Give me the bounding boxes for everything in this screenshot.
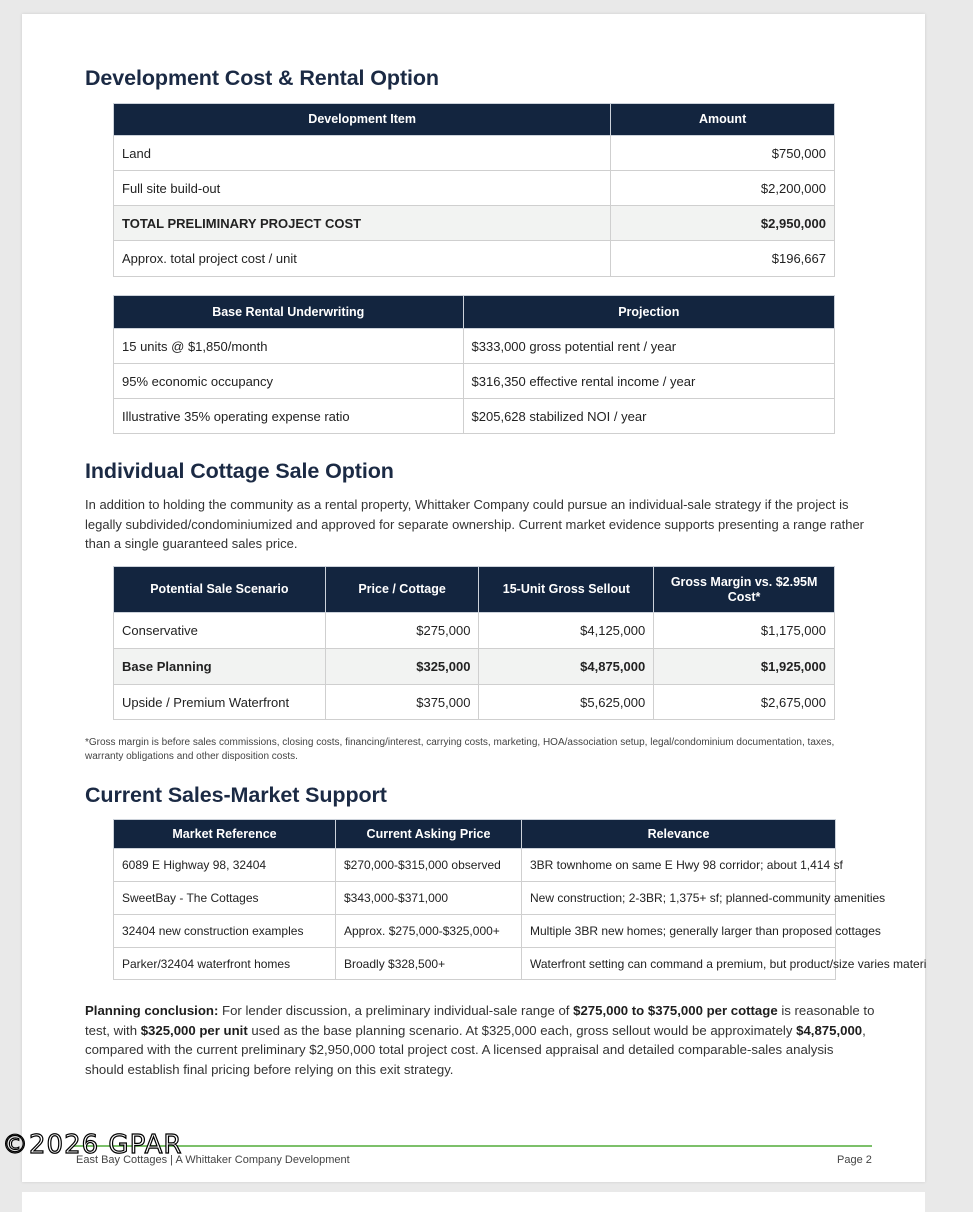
development-cost-table — [113, 103, 835, 277]
conclusion-text: used as the base planning scenario. At $325,000 each, gross sellout would be approximately — [247, 1022, 797, 1038]
table-header-row — [114, 104, 835, 136]
table-header-row — [114, 567, 835, 613]
column-header: Amount — [611, 104, 835, 136]
item-cell: TOTAL PRELIMINARY PROJECT COST — [114, 206, 611, 241]
table-row — [114, 329, 835, 364]
price-cell: $375,000 — [325, 685, 479, 720]
relevance-cell: Multiple 3BR new homes; generally larger than proposed cottages — [522, 915, 836, 948]
projection-cell: $205,628 stabilized NOI / year — [463, 399, 834, 434]
sale-scenario-table — [113, 566, 835, 720]
footer-page-number: Page 2 — [837, 1154, 872, 1166]
amount-cell: $2,200,000 — [611, 171, 835, 206]
development-cost-heading: Development Cost & Rental Option — [85, 66, 439, 90]
projection-cell: $333,000 gross potential rent / year — [463, 329, 834, 364]
table-row — [114, 136, 835, 171]
column-header: Market Reference — [114, 820, 336, 849]
reference-cell: 32404 new construction examples — [114, 915, 336, 948]
asking-price-cell: Broadly $328,500+ — [336, 948, 522, 980]
footer-divider — [74, 1145, 872, 1147]
copyright-watermark: ©2026 GPAR — [2, 1130, 183, 1160]
assumption-cell: 15 units @ $1,850/month — [114, 329, 464, 364]
conclusion-sellout: $4,875,000 — [796, 1022, 863, 1038]
item-cell: Approx. total project cost / unit — [114, 241, 611, 277]
sellout-cell: $5,625,000 — [479, 685, 654, 720]
column-header: Development Item — [114, 104, 611, 136]
market-reference-table — [113, 819, 927, 980]
column-header: Projection — [463, 296, 834, 329]
scenario-cell: Upside / Premium Waterfront — [114, 685, 326, 720]
asking-price-cell: Approx. $275,000-$325,000+ — [336, 915, 522, 948]
conclusion-text: , compared with the current preliminary $2,950,000 total project cost. A licensed appraisal and detailed comparable-sales analysis should establish final pricing before relying on this exit strategy. — [85, 1022, 866, 1078]
planning-conclusion — [85, 1001, 875, 1080]
relevance-cell: Waterfront setting can command a premium, but product/size varies materi — [522, 948, 836, 980]
table-row — [114, 399, 835, 434]
next-page-edge — [22, 1192, 925, 1212]
projection-cell: $316,350 effective rental income / year — [463, 364, 834, 399]
amount-cell: $2,950,000 — [611, 206, 835, 241]
column-header: Price / Cottage — [325, 567, 479, 613]
margin-cell: $2,675,000 — [654, 685, 835, 720]
conclusion-range: $275,000 to $375,000 per cottage — [573, 1003, 778, 1018]
table-row — [114, 613, 835, 649]
cottage-sale-intro: In addition to holding the community as a rental property, Whittaker Company could pursue an individual-sale strategy if the project is legally subdivided/condominiumized and approved for separate ownership. Current market evidence supports presenting a range rather than a single guaranteed sales price. — [85, 497, 865, 551]
conclusion-text: is reasonable to test, with — [85, 1003, 875, 1038]
conclusion-text: For lender discussion, a preliminary individual-sale range of — [218, 1003, 574, 1018]
column-header: Gross Margin vs. $2.95M Cost* — [654, 567, 835, 613]
table-row — [114, 171, 835, 206]
margin-cell: $1,175,000 — [654, 613, 835, 649]
document-page — [22, 14, 925, 1182]
market-support-heading: Current Sales-Market Support — [85, 783, 387, 807]
asking-price-cell: $270,000-$315,000 observed — [336, 849, 522, 882]
footer-document-title: East Bay Cottages | A Whittaker Company Development — [76, 1154, 350, 1166]
column-header: 15-Unit Gross Sellout — [479, 567, 654, 613]
item-cell: Full site build-out — [114, 171, 611, 206]
table-header-row — [114, 820, 836, 849]
assumption-cell: Illustrative 35% operating expense ratio — [114, 399, 464, 434]
cottage-sale-heading: Individual Cottage Sale Option — [85, 459, 394, 483]
gross-margin-footnote: *Gross margin is before sales commissions, closing costs, financing/interest, carrying costs, marketing, HOA/association setup, legal/condominium documentation, taxes, warranty obligations and other disposition costs. — [85, 737, 835, 762]
table-row-total — [114, 206, 835, 241]
table-row — [114, 849, 836, 882]
rental-underwriting-table — [113, 295, 835, 434]
scenario-cell: Base Planning — [114, 649, 326, 685]
sellout-cell: $4,125,000 — [479, 613, 654, 649]
assumption-cell: 95% economic occupancy — [114, 364, 464, 399]
relevance-cell: 3BR townhome on same E Hwy 98 corridor; about 1,414 sf — [522, 849, 836, 882]
table-row — [114, 948, 836, 980]
column-header: Potential Sale Scenario — [114, 567, 326, 613]
reference-cell: Parker/32404 waterfront homes — [114, 948, 336, 980]
table-row-base — [114, 649, 835, 685]
asking-price-cell: $343,000-$371,000 — [336, 882, 522, 915]
price-cell: $275,000 — [325, 613, 479, 649]
amount-cell: $196,667 — [611, 241, 835, 277]
reference-cell: 6089 E Highway 98, 32404 — [114, 849, 336, 882]
table-row — [114, 364, 835, 399]
conclusion-label: Planning conclusion: — [85, 1003, 219, 1018]
amount-cell: $750,000 — [611, 136, 835, 171]
margin-cell: $1,925,000 — [654, 649, 835, 685]
table-header-row — [114, 296, 835, 329]
table-row — [114, 915, 836, 948]
conclusion-base-price: $325,000 per unit — [140, 1022, 248, 1038]
reference-cell: SweetBay - The Cottages — [114, 882, 336, 915]
scenario-cell: Conservative — [114, 613, 326, 649]
table-row — [114, 882, 836, 915]
sellout-cell: $4,875,000 — [479, 649, 654, 685]
table-row — [114, 241, 835, 277]
price-cell: $325,000 — [325, 649, 479, 685]
item-cell: Land — [114, 136, 611, 171]
table-row — [114, 685, 835, 720]
column-header: Base Rental Underwriting — [114, 296, 464, 329]
relevance-cell: New construction; 2-3BR; 1,375+ sf; planned-community amenities — [522, 882, 836, 915]
column-header: Current Asking Price — [336, 820, 522, 849]
column-header: Relevance — [522, 820, 836, 849]
